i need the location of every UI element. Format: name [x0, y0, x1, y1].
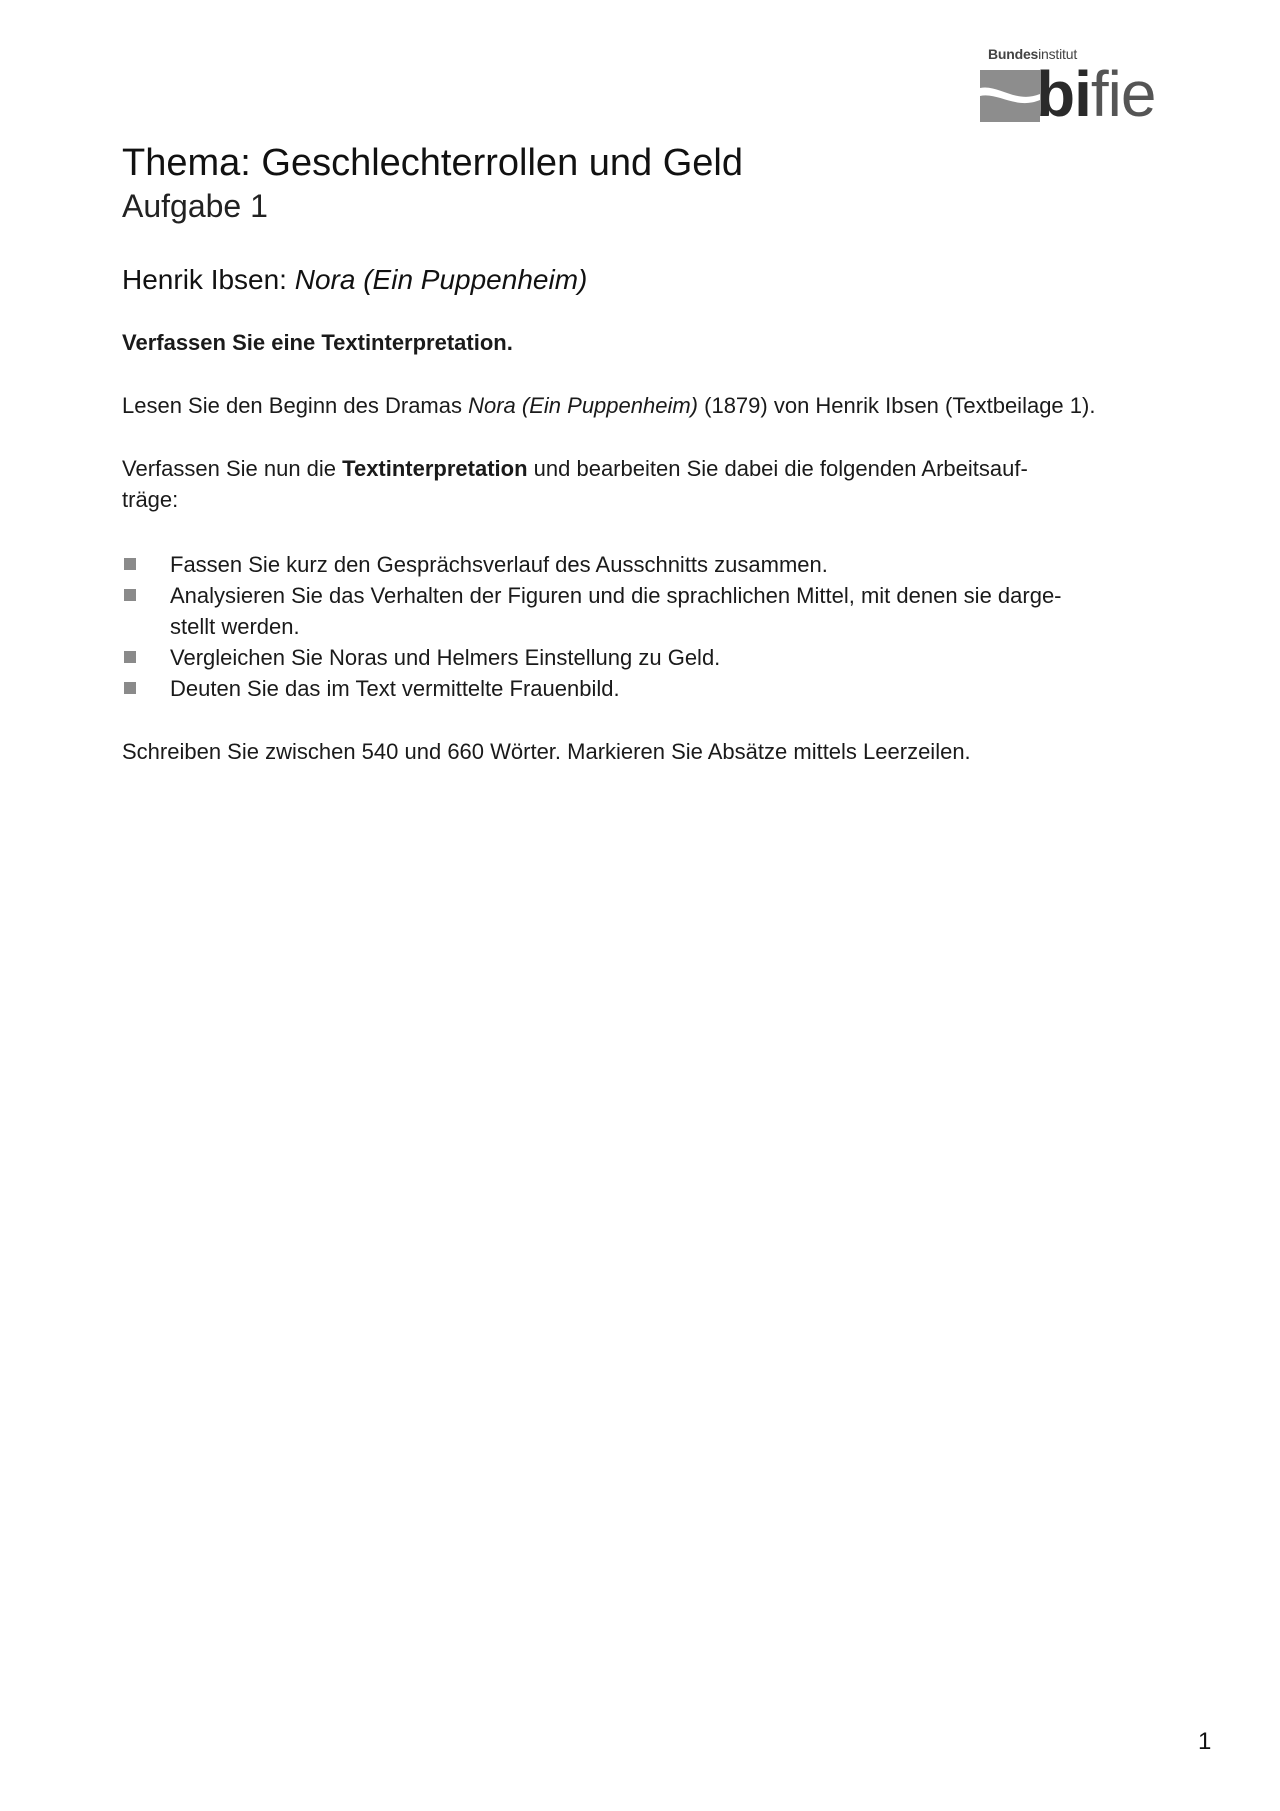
square-bullet-icon [124, 558, 136, 570]
word-count-instruction: Schreiben Sie zwischen 540 und 660 Wörter. Markieren Sie Absätze mittels Leerzeilen. [122, 739, 971, 764]
para2-line1-rest: und bearbeiten Sie dabei die folgenden Arbeitsauf- [527, 456, 1028, 481]
logo-word-bold: bi [1036, 58, 1091, 130]
para1-post: (1879) von Henrik Ibsen (Textbeilage 1). [698, 393, 1096, 418]
task-list [122, 549, 1162, 704]
para2-line2: träge: [122, 487, 179, 512]
para1-pre: Lesen Sie den Beginn des Dramas [122, 393, 469, 418]
logo-top-bold: Bundes [988, 46, 1039, 62]
logo-wave-icon [980, 64, 1040, 124]
list-item [122, 642, 1162, 673]
page-number: 1 [1198, 1728, 1212, 1755]
task-text: Analysieren Sie das Verhalten der Figuren und die sprachlichen Mittel, mit denen sie darge- [170, 583, 1062, 608]
logo-word [1036, 54, 1155, 134]
work-author: Henrik Ibsen: [122, 264, 287, 295]
instruction-heading: Verfassen Sie eine Textinterpretation. [122, 330, 513, 355]
task-text-continued: stellt werden. [170, 614, 300, 639]
page-subtitle: Aufgabe 1 [122, 188, 268, 224]
list-item [122, 580, 1162, 642]
square-bullet-icon [124, 651, 136, 663]
task-intro [122, 453, 1162, 515]
work-heading [122, 262, 1162, 298]
task-text: Deuten Sie das im Text vermittelte Frauenbild. [170, 676, 620, 701]
task-text: Fassen Sie kurz den Gesprächsverlauf des Ausschnitts zusammen. [170, 552, 828, 577]
square-bullet-icon [124, 589, 136, 601]
square-bullet-icon [124, 682, 136, 694]
work-title: Nora (Ein Puppenheim) [294, 264, 588, 295]
list-item [122, 549, 1162, 580]
logo-word-rest: fie [1090, 58, 1156, 130]
para1-italic: Nora (Ein Puppenheim) [468, 393, 699, 418]
main-content [122, 140, 1162, 767]
para2-pre: Verfassen Sie nun die [122, 456, 343, 481]
page-title: Thema: Geschlechterrollen und Geld [122, 142, 743, 184]
reading-instruction [122, 390, 1162, 421]
task-text: Vergleichen Sie Noras und Helmers Einstellung zu Geld. [170, 645, 721, 670]
bifie-logo [980, 46, 1165, 130]
logo-top-rest: institut [1038, 46, 1078, 62]
list-item [122, 673, 1162, 704]
para2-bold: Textinterpretation [342, 456, 528, 481]
